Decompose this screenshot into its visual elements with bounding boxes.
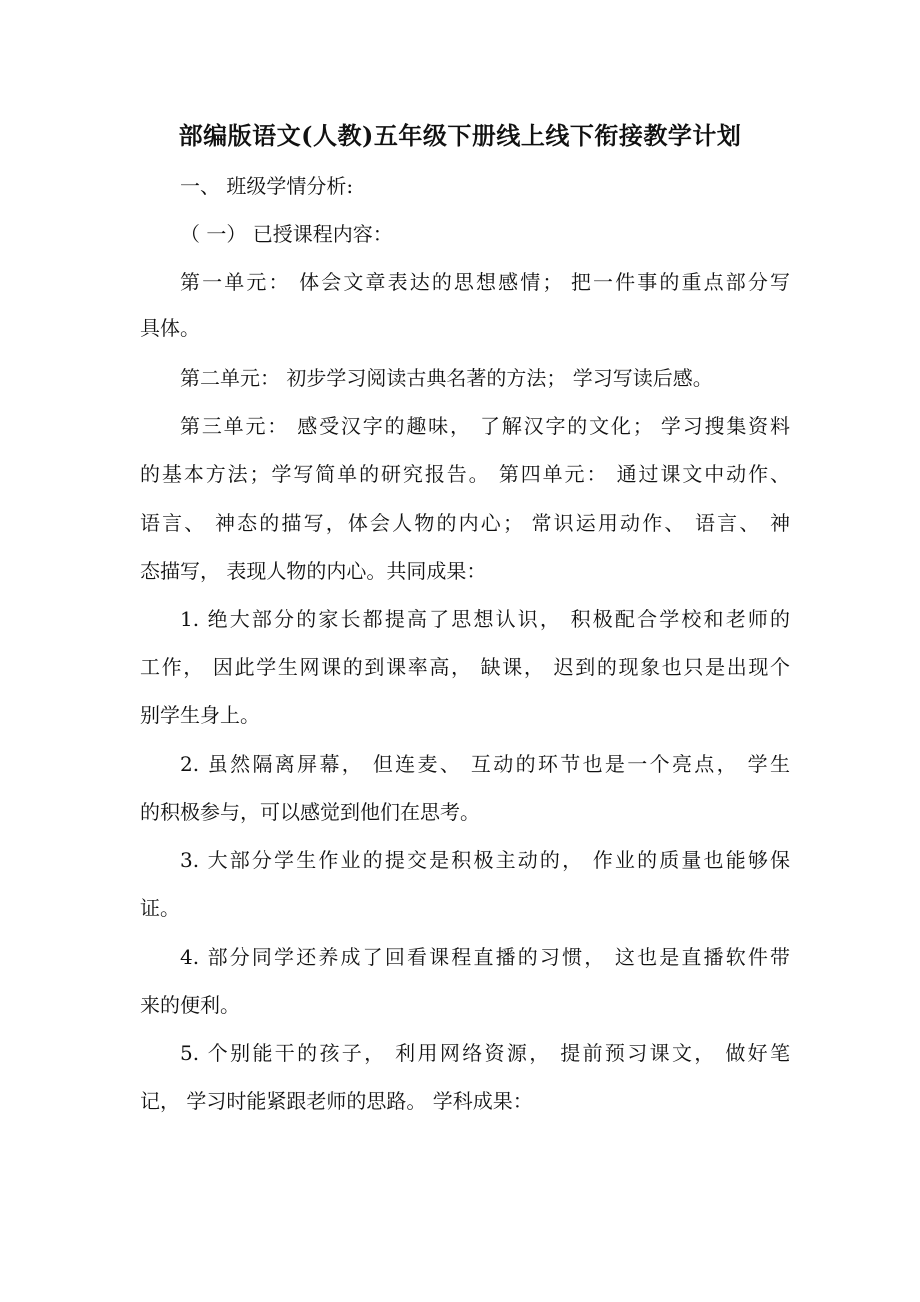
unit1-line1: 第一单元： 体会文章表达的思想感情； 把一件事的重点部分写 [180,270,790,294]
unit3-line2: 的基本方法；学写简单的研究报告。 第四单元： 通过课文中动作、 [140,462,790,486]
unit2-line1: 第二单元： 初步学习阅读古典名著的方法； 学习写读后感。 [180,366,713,390]
document-title: 部编版语文(人教)五年级下册线上线下衔接教学计划 [178,121,742,150]
item1-line2: 工作， 因此学生网课的到课率高， 缺课， 迟到的现象也只是出现个 [140,655,790,679]
item4-line2: 来的便利。 [140,993,240,1017]
item1-line1: 1. 绝大部分的家长都提高了思想认识， 积极配合学校和老师的 [180,607,790,631]
item1-line3: 别学生身上。 [140,703,260,727]
section-heading-1: 一、 班级学情分析: [180,174,354,198]
unit3-line3: 语言、 神态的描写，体会人物的内心； 常识运用动作、 语言、 神 [140,511,790,535]
item2-line1: 2. 虽然隔离屏幕， 但连麦、 互动的环节也是一个亮点， 学生 [180,752,790,776]
section-heading-2: （ 一） 已授课程内容： [180,222,393,246]
item4-line1: 4. 部分同学还养成了回看课程直播的习惯， 这也是直播软件带 [180,945,790,969]
item3-line1: 3. 大部分学生作业的提交是积极主动的， 作业的质量也能够保 [180,848,790,872]
item2-line2: 的积极参与，可以感觉到他们在思考。 [140,800,480,824]
item3-line2: 证。 [140,896,180,920]
item5-line2: 记， 学习时能紧跟老师的思路。 学科成果： [140,1089,533,1113]
item5-line1: 5. 个别能干的孩子， 利用网络资源， 提前预习课文， 做好笔 [180,1041,790,1065]
unit3-line1: 第三单元： 感受汉字的趣味， 了解汉字的文化； 学习搜集资料 [180,414,790,438]
unit1-line2: 具体。 [140,316,200,340]
unit3-line4: 态描写， 表现人物的内心。共同成果： [140,559,487,583]
